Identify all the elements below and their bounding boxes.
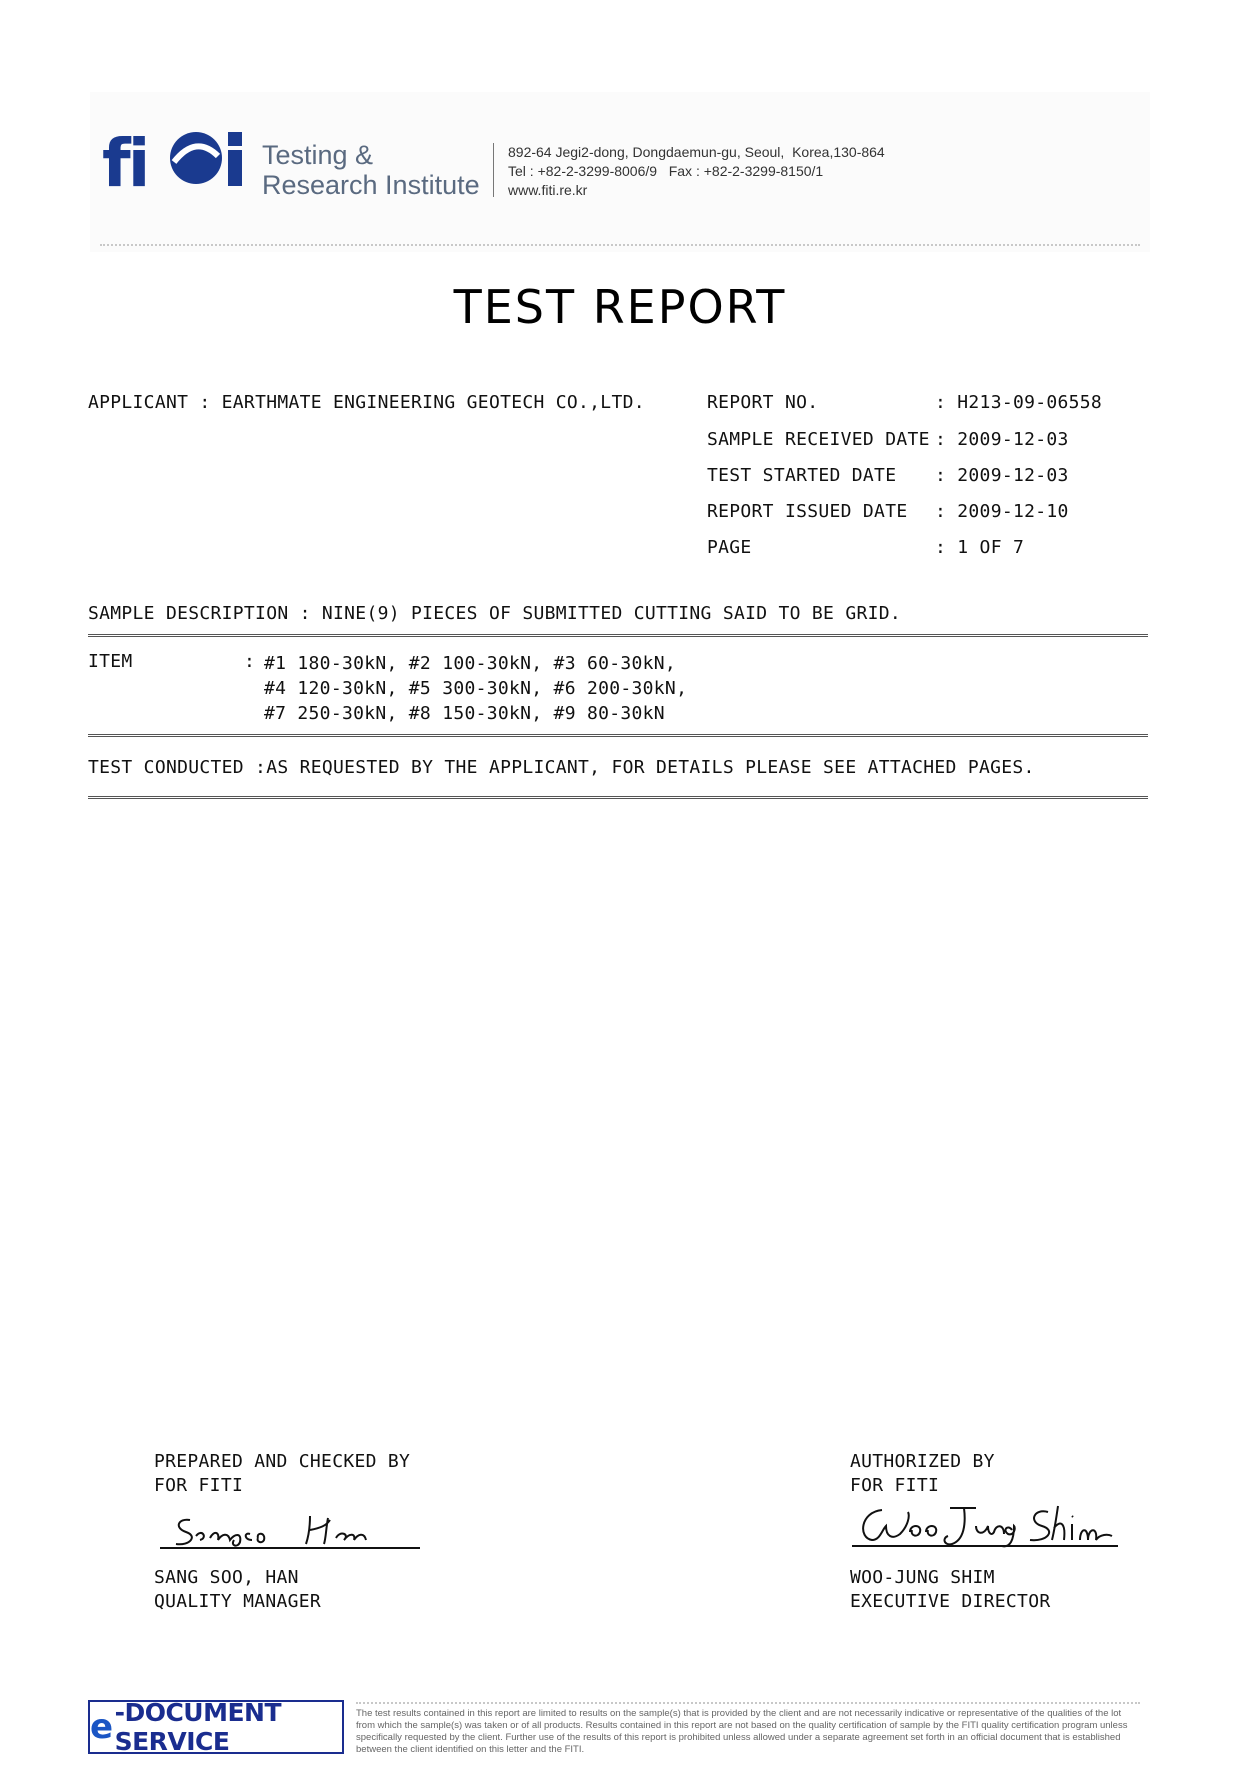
sample-received-date-row: SAMPLE RECEIVED DATE : 2009-12-03 bbox=[707, 429, 1069, 450]
executive-director-block bbox=[850, 1566, 1050, 1614]
meta-label: REPORT ISSUED DATE bbox=[707, 501, 908, 522]
test-started-date-value: 2009-12-03 bbox=[957, 465, 1069, 486]
double-rule bbox=[88, 796, 1148, 799]
page-value: 1 OF 7 bbox=[957, 537, 1025, 558]
report-issued-date-value: 2009-12-10 bbox=[957, 501, 1069, 522]
test-conducted-row: TEST CONDUCTED :AS REQUESTED BY THE APPLICANT, FOR DETAILS PLEASE SEE ATTACHED PAGES. bbox=[88, 757, 1035, 778]
page-row: PAGE : 1 OF 7 bbox=[707, 537, 1025, 558]
quality-manager-block bbox=[154, 1566, 321, 1614]
prepared-by-title: PREPARED AND CHECKED BY bbox=[154, 1451, 411, 1472]
header-divider bbox=[493, 143, 494, 197]
header-dotted-rule bbox=[100, 244, 1140, 246]
report-number-row: REPORT NO. : H213-09-06558 bbox=[707, 392, 1103, 413]
authorized-by-org: FOR FITI bbox=[850, 1475, 940, 1496]
svg-text:fi: fi bbox=[102, 126, 148, 196]
quality-manager-name: SANG SOO, HAN bbox=[154, 1567, 299, 1588]
test-started-date-row: TEST STARTED DATE : 2009-12-03 bbox=[707, 465, 1069, 486]
footer-disclaimer: The test results contained in this report are limited to results on the sample(s) that is provided by the client and are not necessarily indicative or representative of the qualities of the lot from which the sample(s) was taken or of all products. Results contained in this report are not based on the quality certification of sample by the FITI quality certification program unless specifically requested by the client. Further use of the results of this report is prohibited unless allowed under a separate agreement set forth in an official document that is established between the client identified on this letter and the FITI. bbox=[356, 1708, 1128, 1755]
fiti-logo bbox=[102, 126, 252, 200]
meta-label: PAGE bbox=[707, 537, 752, 558]
report-issued-date-row: REPORT ISSUED DATE : 2009-12-10 bbox=[707, 501, 1069, 522]
applicant-value: EARTHMATE ENGINEERING GEOTECH CO.,LTD. bbox=[221, 392, 645, 413]
applicant-label: APPLICANT bbox=[88, 392, 189, 413]
meta-label: SAMPLE RECEIVED DATE bbox=[707, 429, 930, 450]
sample-received-date-value: 2009-12-03 bbox=[957, 429, 1069, 450]
stamp-text: -DOCUMENT SERVICE bbox=[114, 1698, 282, 1756]
sample-description-value: NINE(9) PIECES OF SUBMITTED CUTTING SAID TO BE GRID. bbox=[321, 603, 902, 624]
item-colon: : bbox=[244, 651, 256, 672]
stamp-e-letter: e bbox=[90, 1707, 113, 1747]
website-link[interactable]: www.fiti.re.kr bbox=[508, 182, 588, 198]
organization-name-line2: Research Institute bbox=[262, 170, 480, 200]
organization-name-line1: Testing & bbox=[262, 140, 374, 170]
handwritten-signature-left bbox=[160, 1508, 420, 1552]
phone-fax-line: Tel : +82-2-3299-8006/9 Fax : +82-2-3299-8150/1 bbox=[508, 163, 824, 179]
sample-description-label: SAMPLE DESCRIPTION bbox=[88, 603, 289, 624]
quality-manager-role: QUALITY MANAGER bbox=[154, 1591, 322, 1612]
sample-description-row: SAMPLE DESCRIPTION : NINE(9) PIECES OF SUBMITTED CUTTING SAID TO BE GRID. bbox=[88, 603, 902, 624]
double-rule bbox=[88, 734, 1148, 737]
executive-director-signature bbox=[852, 1500, 1127, 1556]
item-list bbox=[264, 651, 687, 726]
test-conducted-label: TEST CONDUCTED bbox=[88, 757, 244, 778]
organization-contact bbox=[508, 143, 885, 200]
item-label: ITEM bbox=[88, 651, 133, 672]
executive-director-name: WOO-JUNG SHIM bbox=[850, 1567, 995, 1588]
handwritten-signature-right bbox=[852, 1500, 1127, 1552]
authorized-by-title: AUTHORIZED BY bbox=[850, 1451, 995, 1472]
test-conducted-value: AS REQUESTED BY THE APPLICANT, FOR DETAILS PLEASE SEE ATTACHED PAGES. bbox=[266, 757, 1035, 778]
meta-label: TEST STARTED DATE bbox=[707, 465, 897, 486]
organization-name bbox=[262, 140, 480, 200]
authorized-by-heading bbox=[850, 1450, 995, 1498]
document-title: TEST REPORT bbox=[453, 280, 787, 334]
item-line: #4 120-30kN, #5 300-30kN, #6 200-30kN, bbox=[264, 678, 688, 699]
prepared-by-heading bbox=[154, 1450, 410, 1498]
address-line: 892-64 Jegi2-dong, Dongdaemun-gu, Seoul, Korea,130-864 bbox=[508, 144, 885, 160]
double-rule bbox=[88, 634, 1148, 637]
applicant-row: APPLICANT : EARTHMATE ENGINEERING GEOTECH CO.,LTD. bbox=[88, 392, 645, 413]
meta-label: REPORT NO. bbox=[707, 392, 819, 413]
quality-manager-signature bbox=[160, 1508, 420, 1556]
fiti-logo-icon bbox=[102, 126, 252, 196]
footer-dotted-rule bbox=[356, 1702, 1140, 1704]
prepared-by-org: FOR FITI bbox=[154, 1475, 244, 1496]
item-line: #1 180-30kN, #2 100-30kN, #3 60-30kN, bbox=[264, 653, 677, 674]
e-document-service-stamp bbox=[88, 1700, 344, 1754]
report-number-value: H213-09-06558 bbox=[957, 392, 1103, 413]
item-line: #7 250-30kN, #8 150-30kN, #9 80-30kN bbox=[264, 703, 665, 724]
executive-director-role: EXECUTIVE DIRECTOR bbox=[850, 1591, 1051, 1612]
